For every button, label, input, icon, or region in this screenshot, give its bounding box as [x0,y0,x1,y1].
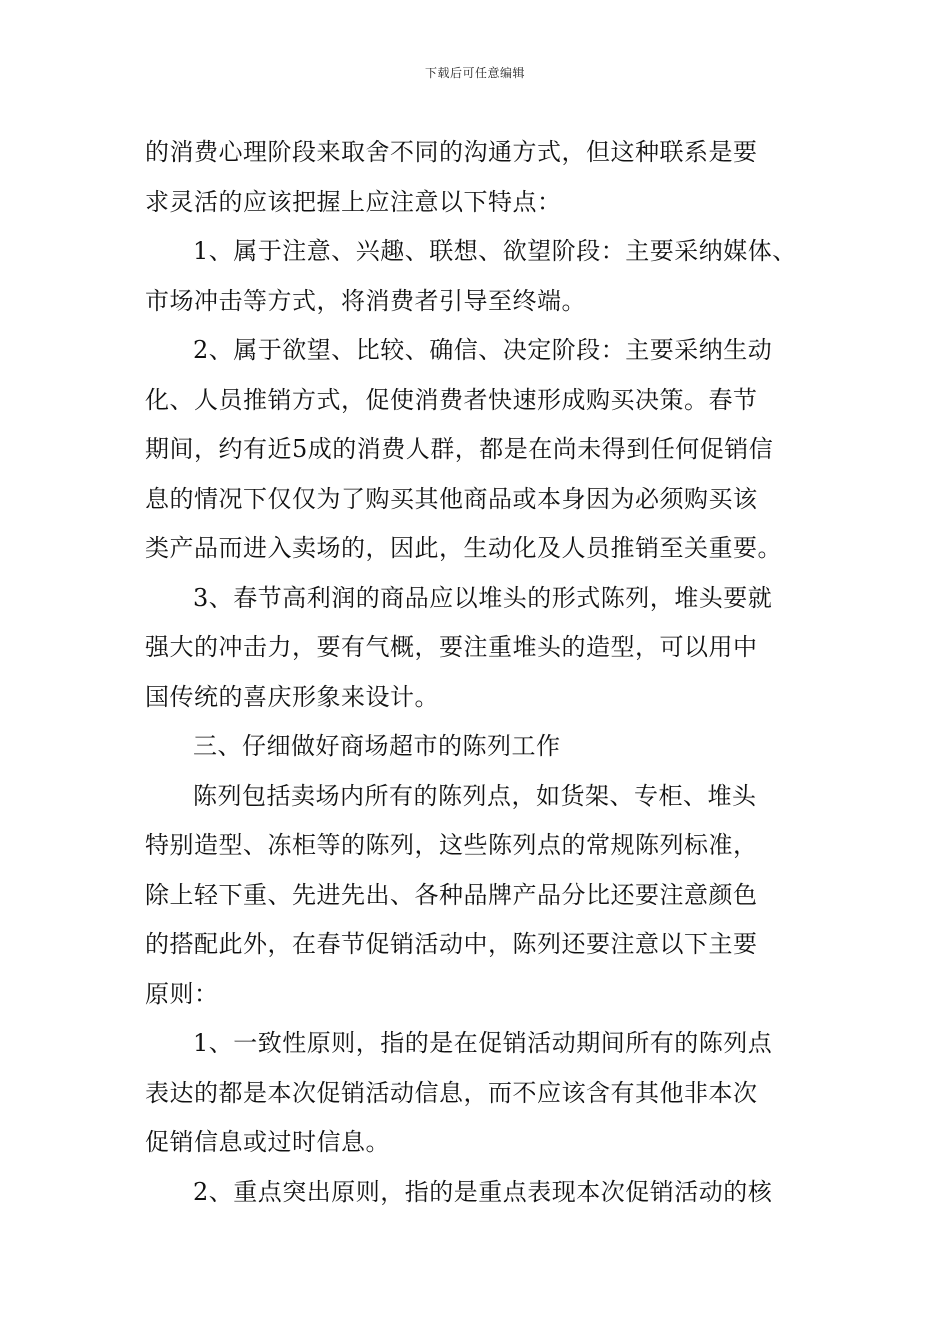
text-line: 求灵活的应该把握上应注意以下特点： [145,187,562,216]
text-line: 原则： [145,979,219,1008]
text-line: 除上轻下重、先进先出、各种品牌产品分比还要注意颜色 [145,880,758,909]
text-line: 类产品而进入卖场的，因此，生动化及人员推销至关重要。 [145,534,782,562]
text-line: 1、一致性原则，指的是在促销活动期间所有的陈列点 [193,1029,773,1057]
section-heading: 三、仔细做好商场超市的陈列工作 [193,732,561,760]
text-line: 强大的冲击力，要有气概，要注重堆头的造型，可以用中 [145,633,758,661]
text-line: 表达的都是本次促销活动信息，而不应该含有其他非本次 [145,1078,758,1107]
text-line: 2、重点突出原则，指的是重点表现本次促销活动的核 [193,1177,773,1206]
text-line: 3、春节高利润的商品应以堆头的形式陈列，堆头要就 [193,583,773,612]
text-line: 1、属于注意、兴趣、联想、欲望阶段：主要采纳媒体、 [193,237,797,265]
text-line: 的消费心理阶段来取舍不同的沟通方式，但这种联系是要 [145,138,758,166]
text-line: 2、属于欲望、比较、确信、决定阶段：主要采纳生动 [193,336,773,364]
text-line: 的搭配此外，在春节促销活动中，陈列还要注意以下主要 [145,930,758,958]
document-body [145,128,825,1217]
text-line: 期间，约有近5成的消费人群，都是在尚未得到任何促销信 [145,435,774,463]
text-line: 息的情况下仅仅为了购买其他商品或本身因为必须购买该 [145,484,758,513]
text-line: 国传统的喜庆形象来设计。 [145,682,439,711]
text-line: 特别造型、冻柜等的陈列，这些陈列点的常规陈列标准， [145,831,758,859]
text-line: 化、人员推销方式，促使消费者快速形成购买决策。春节 [145,385,758,414]
header-note: 下载后可任意编辑 [424,66,525,80]
text-line: 促销信息或过时信息。 [145,1128,390,1156]
text-line: 市场冲击等方式，将消费者引导至终端。 [145,286,586,315]
text-line: 陈列包括卖场内所有的陈列点，如货架、专柜、堆头 [193,781,757,810]
